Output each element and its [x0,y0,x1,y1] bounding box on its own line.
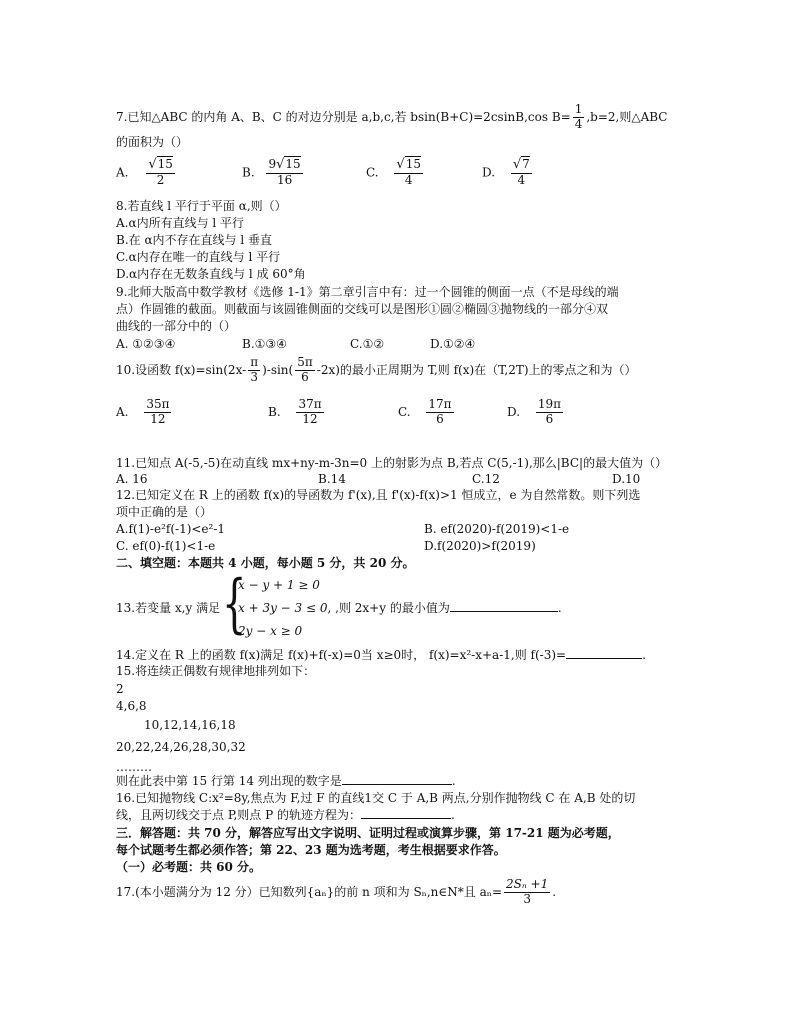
q15-row-1: 2 [116,682,124,696]
q12-stem-line2: 项中正确的是（） [116,505,213,519]
q15-row-2: 4,6,8 [116,699,147,713]
q7-option-b[interactable]: B. $\frac{9√15}{16}$ [242,157,301,187]
q14-stem: 14.定义在 R 上的函数 f(x)满足 f(x)+f(-x)=0当 x≥0时， f(x)=x²-x+a-1,则 f(-3)= . [116,648,646,662]
q7-option-d[interactable]: D. $\frac{√7}{4}$ [482,157,530,187]
q17-stem: 17.(本小题满分为 12 分）已知数列{aₙ}的前 n 项和为 Sₙ,n∈N*且 aₙ= $\frac{\text{2Sₙ +1}}{3}$ . [116,877,557,906]
q13-prefix: 13.若变量 x,y 满足 [116,601,221,615]
q8-option-b[interactable]: B.在 α内不存在直线与 l 垂直 [116,233,273,247]
q7-option-a[interactable]: A. $\frac{√15}{2}$ [116,157,173,187]
q7-fraction: $\frac{1}{4}$ [574,102,583,131]
q11-option-b[interactable]: B.14 [318,472,346,486]
q15-answer-blank[interactable] [342,784,452,785]
q9-option-a[interactable]: A. ①②③④ [116,337,176,351]
q12-stem-line1: 12.已知定义在 R 上的函数 f(x)的导函数为 f'(x),且 f'(x)-f(x)>1 恒成立，e 为自然常数。则下列选 [116,488,641,502]
q9-stem-line1: 9.北师大版高中数学教材《选修 1-1》第二章引言中有：过一个圆锥的侧面一点（不是母线的端 [116,285,619,299]
section-3-heading-line1: 三．解答题：共 70 分，解答应写出文字说明、证明过程或演算步骤，第 17-21 题为必考题， [116,826,620,840]
q13-constraint-1: x − y + 1 ≥ 0 [238,578,320,592]
q15-ellipsis: ……… [116,760,152,774]
q16-stem-line1: 16.已知抛物线 C:x²=8y,焦点为 F,过 F 的直线1交 C 于 A,B 两点,分别作抛物线 C 在 A,B 处的切 [116,791,636,805]
section-2-heading: 二、填空题：本题共 4 小题，每小题 5 分，共 20 分。 [116,556,415,570]
q7-option-c[interactable]: C. $\frac{√15}{4}$ [366,157,421,187]
section-3-heading-line2: 每个试题考生都必须作答；第 22、23 题为选考题，考生根据要求作答。 [116,843,506,857]
q15-row-4: 20,22,24,26,28,30,32 [116,740,246,754]
q12-option-d[interactable]: D.f(2020)>f(2019) [424,539,536,553]
q12-option-a[interactable]: A.f(1)-e²f(-1)<e²-1 [116,522,226,536]
q9-option-b[interactable]: B.①③④ [242,337,287,351]
q12-option-b[interactable]: B. ef(2020)-f(2019)<1-e [424,522,570,536]
q10-stem: 10.设函数 f(x)=sin(2x- $\frac{\pi}{3}$ )-sin( $\frac{5\pi}{6}$ -2x)的最小正周期为 T,则 f(x)在（T,2T)上的零点之和为（） [116,355,637,384]
q16-answer-blank[interactable] [361,818,451,819]
q12-option-c[interactable]: C. ef(0)-f(1)<1-e [116,539,216,553]
q11-stem: 11.已知点 A(-5,-5)在动直线 mx+ny-m-3n=0 上的射影为点 B,若点 C(5,-1),那么|BC|的最大值为（） [116,456,668,470]
q15-question: 则在此表中第 15 行第 14 列出现的数字是 . [116,774,456,788]
q8-option-c[interactable]: C.α内存在唯一的直线与 l 平行 [116,250,281,264]
q11-option-a[interactable]: A. 16 [116,472,148,486]
q13-answer-blank[interactable] [450,611,558,612]
q13-brace: { [222,567,247,641]
q15-stem: 15.将连续正偶数有规律地排列如下： [116,664,316,678]
q14-answer-blank[interactable] [566,658,642,659]
q8-option-a[interactable]: A.α内所有直线与 l 平行 [116,216,245,230]
q9-option-c[interactable]: C.①② [350,337,385,351]
section-3-subheading: （一）必考题：共 60 分。 [116,860,262,874]
q9-stem-line3: 曲线的一部分中的（） [116,319,237,333]
q13-constraint-2: x + 3y − 3 ≤ 0, ,则 2x+y 的最小值为 . [238,601,562,615]
q8-option-d[interactable]: D.α内存在无数条直线与 l 成 60°角 [116,267,306,281]
q10-option-a[interactable]: A. $\frac{35\pi}{12}$ [116,397,170,426]
q7-stem-line1: 7.已知△ABC 的内角 A、B、C 的对边分别是 a,b,c,若 bsin(B+C)=2csinB,cos B= $\frac{1}{4}$ ,b=2,则△ABC [116,102,668,131]
q9-option-d[interactable]: D.①②④ [430,337,476,351]
q10-option-b[interactable]: B. $\frac{37\pi}{12}$ [268,397,322,426]
q11-option-c[interactable]: C.12 [472,472,500,486]
q10-option-d[interactable]: D. $\frac{19\pi}{6}$ [507,397,561,426]
q10-option-c[interactable]: C. $\frac{17\pi}{6}$ [398,397,452,426]
q16-stem-line2: 线，且两切线交于点 P,则点 P 的轨迹方程为： . [116,808,455,822]
q8-stem: 8.若直线 l 平行于平面 α,则（） [116,199,287,213]
q7-stem-line2: 的面积为（） [116,135,189,149]
q11-option-d[interactable]: D.10 [612,472,641,486]
q15-row-3: 10,12,14,16,18 [144,718,236,732]
q9-stem-line2: 点）作圆锥的截面。则截面与该圆锥侧面的交线可以是图形①圆②椭圆③抛物线的一部分④双 [116,302,609,316]
q13-constraint-3: 2y − x ≥ 0 [238,624,303,638]
